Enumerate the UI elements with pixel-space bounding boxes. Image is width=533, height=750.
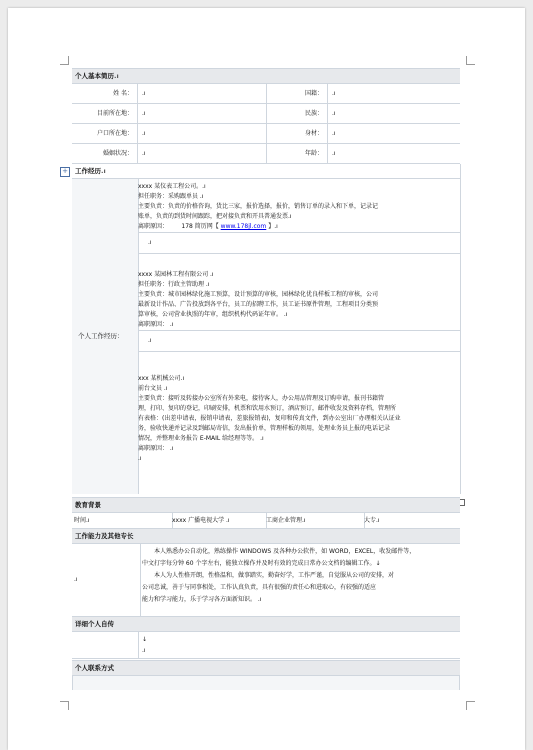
section-title: 个人基本简历 bbox=[75, 72, 114, 80]
table-row bbox=[72, 513, 460, 529]
crop-mark-bottom-left bbox=[60, 701, 69, 710]
job-line: 情况，并整理业务报告 E-MAIL 给经理等等。 .ı bbox=[138, 435, 264, 442]
job-line: 离职原因： .ı bbox=[138, 445, 174, 452]
referrer-text: 178 简历网【 bbox=[181, 223, 219, 230]
skills-table bbox=[72, 528, 460, 617]
job-line: 离职原因： .ı bbox=[138, 321, 174, 328]
crop-mark-bottom-right bbox=[466, 701, 475, 710]
skills-line: 公司忠诚，善于与同事相处，工作认真负责，具有很强的责任心和进取心，有较强的适应 bbox=[142, 584, 377, 591]
table-row bbox=[72, 544, 460, 617]
value-age: .ı bbox=[332, 150, 336, 157]
empty-line: .ı bbox=[138, 232, 460, 253]
job-line: 主要负责：接听及转接办公室所有外来电，接待客人，办公用品管理及订购申请，报刊书籍管 bbox=[138, 395, 385, 402]
education-table bbox=[72, 497, 460, 529]
skills-side-cell: .ı bbox=[72, 544, 141, 616]
value-location: .ı bbox=[138, 104, 267, 123]
table-row bbox=[72, 632, 460, 659]
section-title: 教育背景 bbox=[75, 501, 101, 509]
job-line: 主要负责：负责的价格咨询，货比三家，报价选择，报价，销售订单的录入和下单，记录记 bbox=[138, 203, 379, 210]
section-header-contact bbox=[72, 660, 460, 676]
referrer-end: 】.ı bbox=[268, 223, 278, 230]
job-line: 担任职务：采购跟单员 .ı bbox=[138, 193, 204, 200]
autobiography-line: ↓ bbox=[142, 636, 148, 643]
label-age: 年龄： bbox=[262, 144, 328, 163]
label-location: 目前所在地： bbox=[72, 104, 138, 123]
value-hukou: .ı bbox=[138, 124, 267, 143]
value-name: .ı bbox=[138, 84, 267, 103]
section-title: 详细个人自传 bbox=[75, 620, 114, 628]
skills-line: 能力和学习能力，乐于学习各方面新知识。 .ı bbox=[142, 596, 262, 603]
skills-line: 本人为人性格开朗，性格温和，做事踏实，勤奋好学，工作严谨，自觉服从公司的安排，对 bbox=[154, 572, 395, 579]
section-title: 工作能力及其他专长 bbox=[75, 532, 134, 540]
autobiography-text bbox=[142, 634, 147, 656]
job-line: 务，验收快递并记录及到邮局寄信，发出报价单，管理样板的领用，处理业务员上报的电话记录 bbox=[138, 425, 391, 432]
section-header-work bbox=[72, 164, 460, 179]
job-entry bbox=[138, 182, 460, 254]
section-title: 工作经历 bbox=[75, 167, 101, 175]
job-entry bbox=[138, 270, 460, 352]
label-name: 姓 名： bbox=[72, 84, 138, 103]
label-nationality: 国籍： bbox=[262, 84, 328, 103]
autobiography-line: .ı bbox=[142, 647, 146, 654]
section-header-autobiography bbox=[72, 616, 460, 632]
paragraph-mark: .ı bbox=[114, 72, 119, 80]
section-header-education bbox=[72, 497, 460, 513]
table-row bbox=[72, 144, 460, 164]
job-line bbox=[138, 222, 460, 232]
job-line: xxxx 某仪表工程公司。.ı bbox=[138, 183, 206, 190]
label-marital: 婚姻状况： bbox=[72, 144, 138, 163]
section-title: 个人联系方式 bbox=[75, 664, 114, 672]
value-ethnicity: .ı bbox=[332, 110, 336, 117]
table-move-handle-icon[interactable]: + bbox=[60, 167, 70, 177]
autobiography-side-cell bbox=[72, 632, 139, 658]
section-header-skills bbox=[72, 528, 460, 544]
edu-school: xxxx 广播电视大学 .ı bbox=[170, 513, 267, 528]
table-row bbox=[72, 84, 460, 104]
edu-time: 时间.ı bbox=[72, 513, 173, 528]
skills-line: 中文打字每分钟 60 个字左右，能独立操作并及时有效的完成日常办公文档的编辑工作。↓ bbox=[142, 560, 381, 567]
value-height: .ı bbox=[332, 130, 336, 137]
label-ethnicity: 民族： bbox=[262, 104, 328, 123]
job-line: 算审核，公司营业执照的年审，组织机构代码证年审。 .ı bbox=[138, 311, 288, 318]
job-line: 担任职务：行政主管助理 .ı bbox=[138, 281, 210, 288]
job-line: xxx 某机械公司.ı bbox=[138, 375, 185, 382]
crop-mark-top-left bbox=[60, 56, 69, 65]
job-line: 主要负责：城市园林绿化施工预算，设计预算的审核，园林绿化优良样板工程的审核，公司 bbox=[138, 291, 379, 298]
skills-line: 本人熟悉办公自动化，熟练操作 WINDOWS 及各种办公软件，如 WORD，EXCEL，收发邮件等， bbox=[154, 548, 416, 555]
job-line: 前台文员 .ı bbox=[138, 385, 168, 392]
table-row bbox=[72, 104, 460, 124]
job-line: 账单，负责的到货时间跟踪，把对接负责和开具普通发票.ı bbox=[138, 213, 292, 220]
skills-text bbox=[142, 546, 458, 606]
value-nationality: .ı bbox=[332, 90, 336, 97]
job-line: xxxx 某园林工程有限公司 .ı bbox=[138, 271, 214, 278]
basic-info-table bbox=[72, 68, 460, 164]
label-height: 身材： bbox=[262, 124, 328, 143]
edu-degree: 大专.ı bbox=[364, 517, 380, 524]
website-link[interactable]: www.178jl.com bbox=[220, 223, 267, 230]
label-hukou: 户口所在地： bbox=[72, 124, 138, 143]
crop-mark-top-right bbox=[466, 56, 475, 65]
contact-body bbox=[72, 676, 460, 690]
section-header-basic bbox=[72, 68, 460, 84]
contact-table bbox=[72, 660, 460, 690]
work-side-label: 个人工作经历： bbox=[78, 332, 124, 340]
table-row bbox=[72, 124, 460, 144]
job-line: 理，打印、复印的登记，印刷安排，机票和饮用水预订，酒店预订，邮件收发及资料存档，管理所 bbox=[138, 405, 397, 412]
value-marital: .ı bbox=[138, 144, 267, 163]
edu-major: 工商企业管理.ı bbox=[264, 513, 365, 528]
job-line: 有表格：(出差申请表，报销申请表，差旅报销表)，复印和传真文件，到办公室出厂办理相关认证业 bbox=[138, 415, 401, 422]
job-line: 最新设计作品、广告投放到各平台，员工的招聘工作，员工证书原件管理，工程项目分类预 bbox=[138, 301, 379, 308]
job-line: .ı bbox=[138, 455, 142, 462]
work-side-cell bbox=[72, 179, 139, 494]
job-line-label: 离职原因： bbox=[138, 223, 169, 230]
empty-line: .ı bbox=[138, 330, 460, 351]
paragraph-mark: .ı bbox=[101, 167, 106, 175]
job-entry bbox=[138, 374, 460, 464]
autobiography-table bbox=[72, 616, 460, 659]
